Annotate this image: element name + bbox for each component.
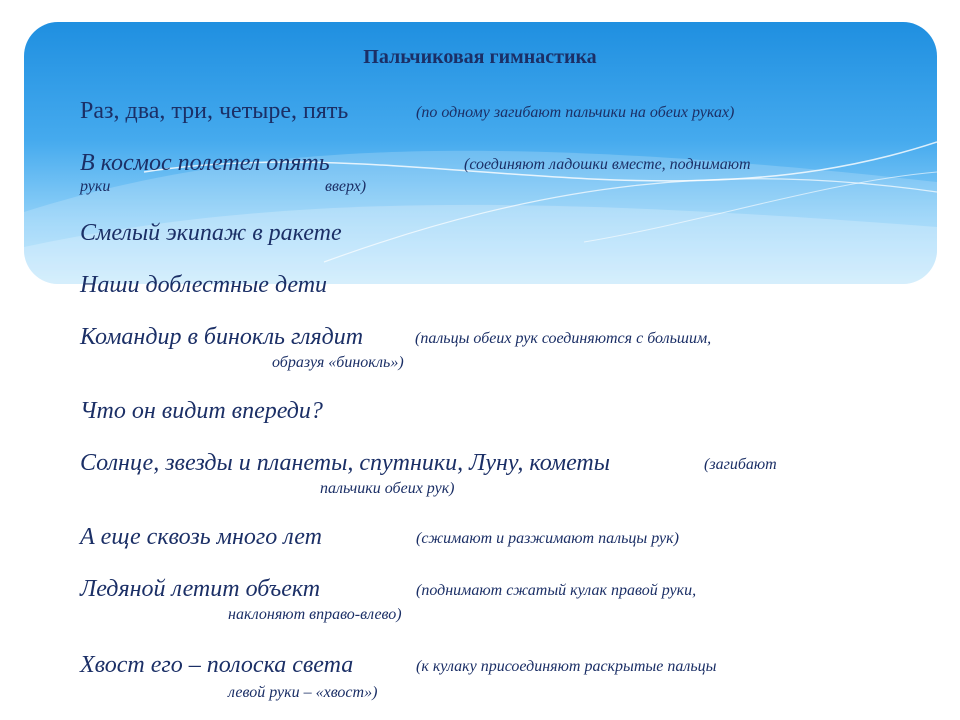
page-title: Пальчиковая гимнастика [363, 46, 597, 68]
note-line-8: (сжимают и разжимают пальцы рук) [416, 530, 679, 547]
verse-line-9: Ледяной летит объект [80, 576, 321, 602]
verse-line-7: Солнце, звезды и планеты, спутники, Луну, кометы [80, 450, 611, 476]
verse-line-6: Что он видит впереди? [80, 398, 323, 424]
verse-line-4: Наши доблестные дети [80, 272, 328, 298]
note-line-2-cont-a: руки [80, 178, 111, 195]
verse-line-1: Раз, два, три, четыре, пять [80, 98, 349, 124]
note-line-10-cont: левой руки – «хвост») [228, 684, 378, 701]
note-line-7-cont: пальчики обеих рук) [320, 480, 455, 497]
note-line-9-cont: наклоняют вправо-влево) [228, 606, 402, 623]
verse-line-5: Командир в бинокль глядит [80, 324, 364, 350]
verse-line-8: А еще сквозь много лет [80, 524, 322, 550]
verse-line-10: Хвост его – полоска света [80, 652, 354, 678]
note-line-5-cont: образуя «бинокль») [272, 354, 404, 371]
verse-line-2: В космос полетел опять [80, 150, 330, 176]
note-line-5: (пальцы обеих рук соединяются с большим, [415, 330, 712, 347]
note-line-7: (загибают [704, 456, 777, 473]
note-line-9: (поднимают сжатый кулак правой руки, [416, 582, 697, 599]
note-line-2: (соединяют ладошки вместе, поднимают [464, 156, 751, 173]
note-line-1: (по одному загибают пальчики на обеих руках) [416, 104, 735, 121]
note-line-10: (к кулаку присоединяют раскрытые пальцы [416, 658, 717, 675]
verse-line-3: Смелый экипаж в ракете [80, 220, 342, 246]
note-line-2-cont-b: вверх) [325, 178, 367, 195]
